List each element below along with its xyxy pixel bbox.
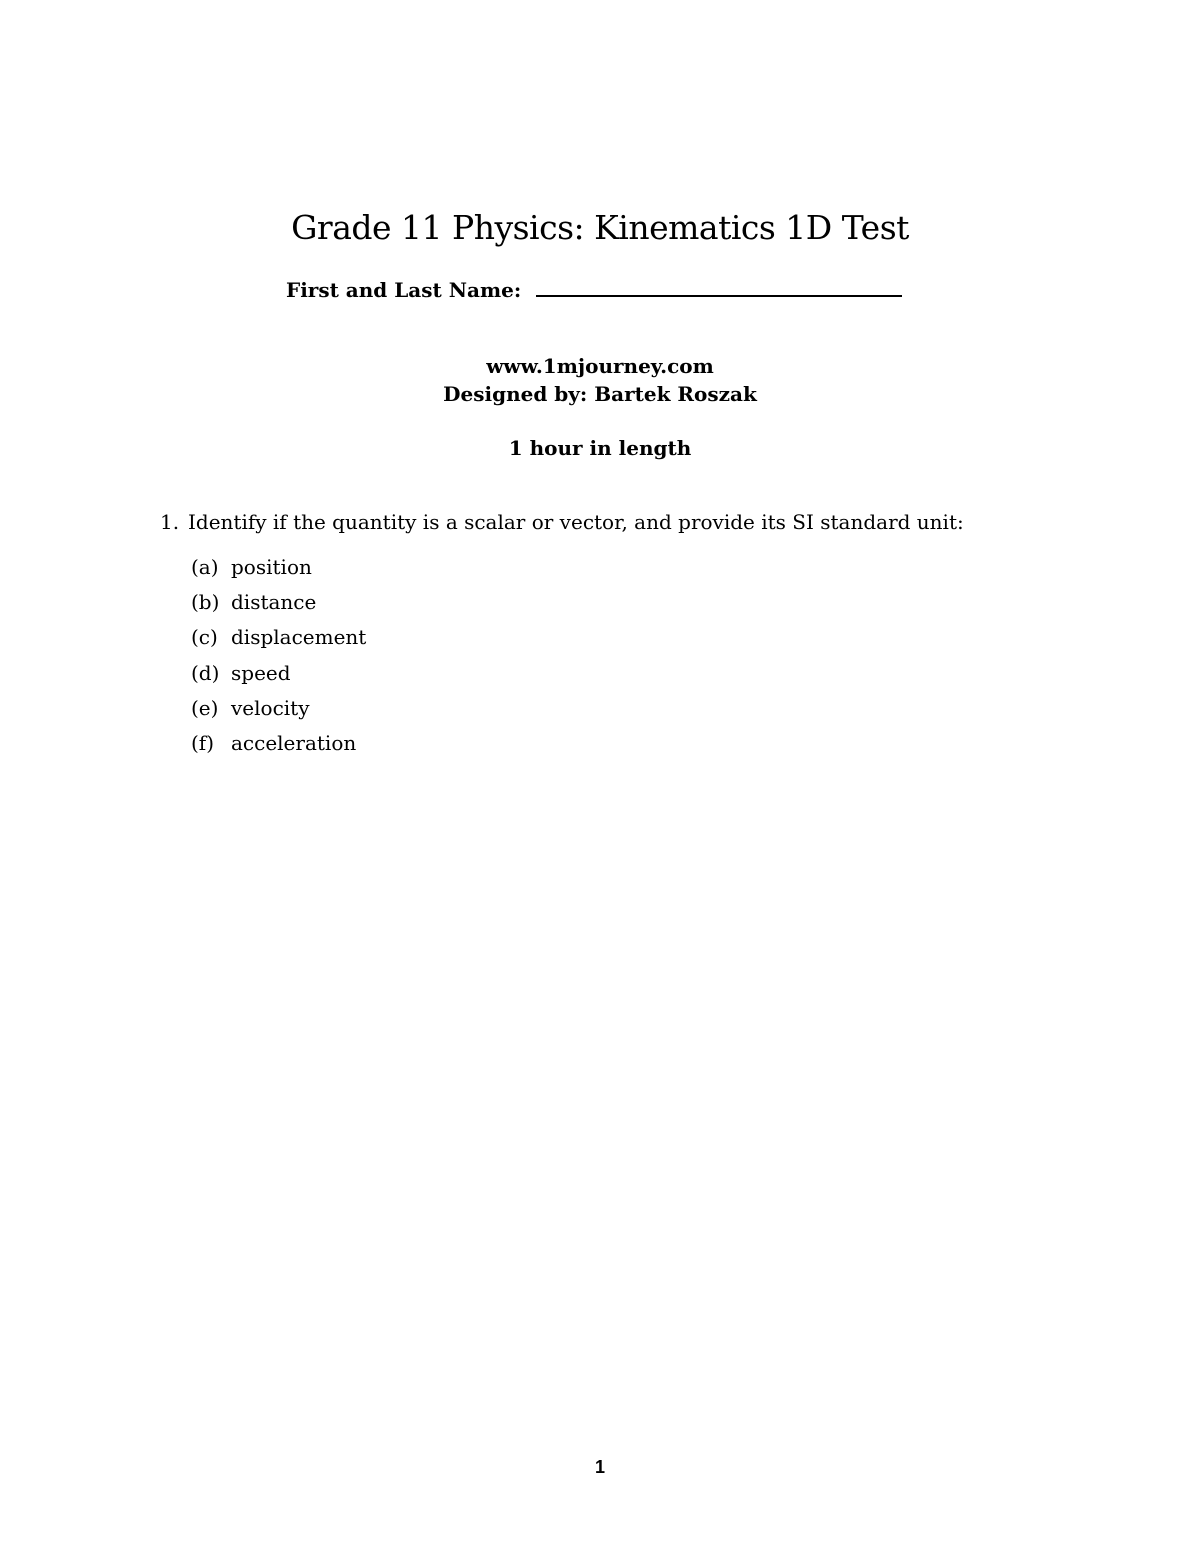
part-label: (d) — [191, 660, 220, 685]
question-text: Identify if the quantity is a scalar or vector, and provide its SI standard unit: — [188, 510, 964, 534]
part-text: position — [231, 555, 312, 579]
list-item — [191, 659, 366, 694]
part-label: (b) — [191, 590, 220, 615]
question-number: 1. — [160, 510, 180, 534]
designer-text: Designed by: Bartek Roszak — [443, 382, 757, 406]
list-item — [191, 588, 366, 623]
question-1 — [160, 510, 964, 534]
website-text: www.1mjourney.com — [486, 354, 714, 378]
part-text: displacement — [231, 625, 367, 650]
part-label: (a) — [191, 555, 219, 579]
list-item — [191, 694, 366, 729]
page-title: Grade 11 Physics: Kinematics 1D Test — [291, 208, 909, 247]
question-1-parts — [191, 553, 366, 764]
part-text: velocity — [231, 695, 310, 720]
part-label: (c) — [191, 625, 218, 650]
name-blank-line — [536, 281, 902, 297]
part-text: speed — [231, 660, 291, 685]
page-number: 1 — [594, 1457, 605, 1477]
list-item — [191, 729, 366, 764]
part-text: distance — [231, 590, 317, 615]
part-label: (f) — [191, 730, 215, 755]
name-field-row — [286, 278, 902, 302]
name-label: First and Last Name: — [286, 278, 522, 302]
test-length-text: 1 hour in length — [508, 436, 692, 460]
part-label: (e) — [191, 695, 219, 720]
list-item — [191, 623, 366, 658]
list-item — [191, 553, 366, 588]
part-text: acceleration — [231, 730, 357, 755]
